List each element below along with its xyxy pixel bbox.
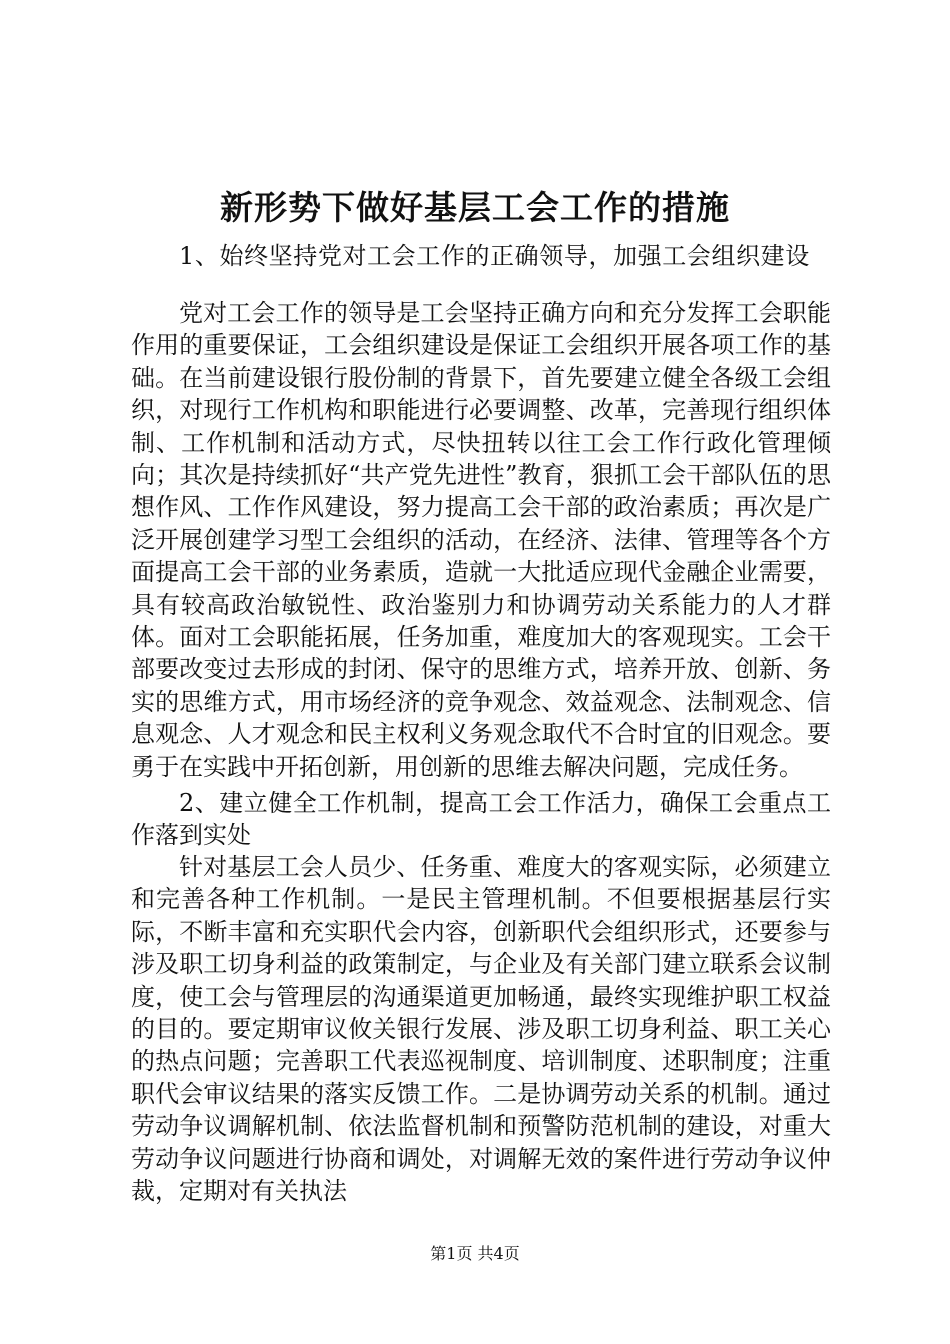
paragraph-3: 针对基层工会人员少、任务重、难度大的客观实际，必须建立和完善各种工作机制。一是民主管理机制。不但要根据基层行实际，不断丰富和充实职代会内容，创新职代会组织形式，还要参与涉及职工切身利益的政策制定，与企业及有关部门建立联系会议制度，使工会与管理层的沟通渠道更加畅通，最终实现维护职工权益的目的。要定期审议攸关银行发展、涉及职工切身利益、职工关心的热点问题；完善职工代表巡视制度、培训制度、述职制度；注重职代会审议结果的落实反馈工作。二是协调劳动关系的机制。通过劳动争议调解机制、依法监督机制和预警防范机制的建设，对重大劳动争议问题进行协商和调处，对调解无效的案件进行劳动争议仲裁，定期对有关执法 [131, 853, 831, 1206]
section-heading-1: 1、始终坚持党对工会工作的正确领导，加强工会组织建设 [179, 242, 810, 270]
page-footer: 第1页 共4页 [430, 1244, 520, 1263]
section-heading-2: 2、建立健全工作机制，提高工会工作活力，确保工会重点工作落到实处 [131, 789, 831, 850]
document-title: 新形势下做好基层工会工作的措施 [220, 188, 730, 227]
paragraph-1: 党对工会工作的领导是工会坚持正确方向和充分发挥工会职能作用的重要保证，工会组织建设是保证工会组织开展各项工作的基础。在当前建设银行股份制的背景下，首先要建立健全各级工会组织，对现行工作机构和职能进行必要调整、改革，完善现行组织体制、工作机制和活动方式，尽快扭转以往工会工作行政化管理倾向；其次是持续抓好“共产党先进性”教育，狠抓工会干部队伍的思想作风、工作作风建设，努力提高工会干部的政治素质；再次是广泛开展创建学习型工会组织的活动，在经济、法律、管理等各个方面提高工会干部的业务素质，造就一大批适应现代金融企业需要，具有较高政治敏锐性、政治鉴别力和协调劳动关系能力的人才群体。面对工会职能拓展，任务加重，难度加大的客观现实。工会干部要改变过去形成的封闭、保守的思维方式，培养开放、创新、务实的思维方式，用市场经济的竞争观念、效益观念、法制观念、信息观念、人才观念和民主权利义务观念取代不合时宜的旧观念。要勇于在实践中开拓创新，用创新的思维去解决问题，完成任务。 [131, 299, 831, 781]
